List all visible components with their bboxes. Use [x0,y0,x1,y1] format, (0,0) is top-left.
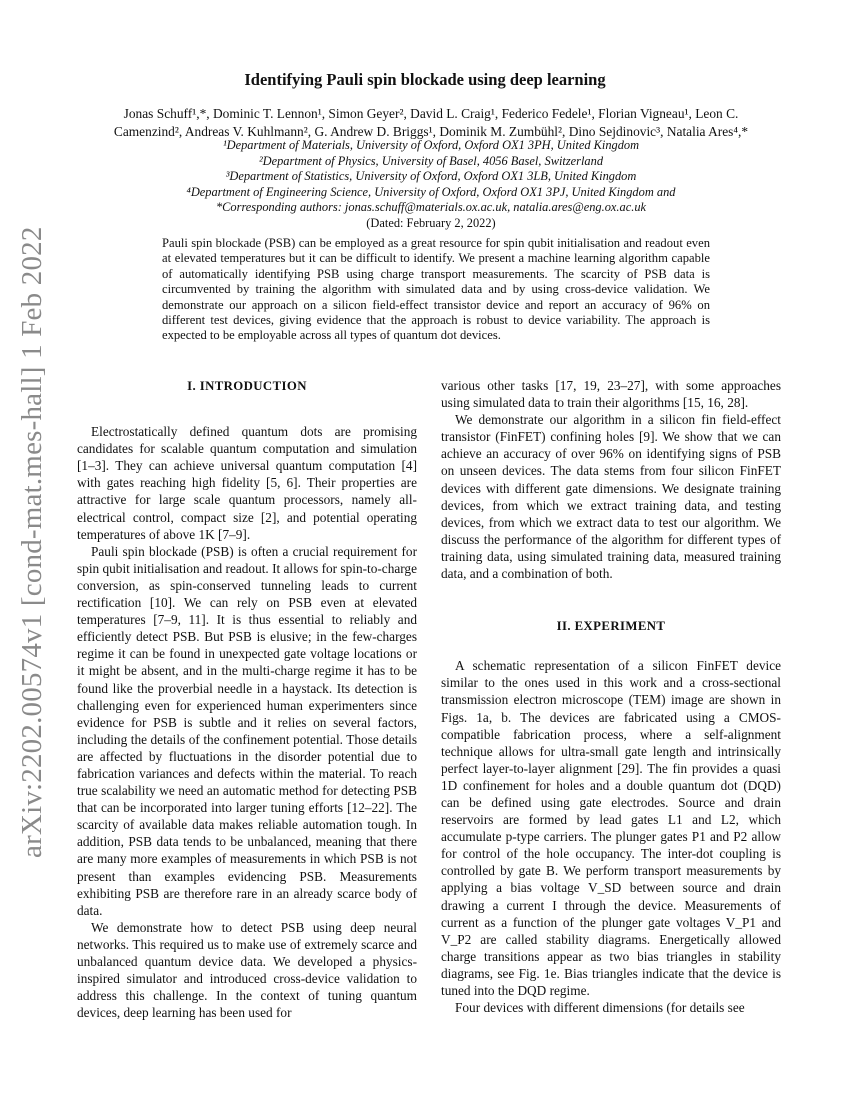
experiment-paragraph-1: A schematic representation of a silicon FinFET device similar to the ones used in this work and a cross-sectional transmission electron microscope (TEM) image are shown in Figs. 1a, b. The devices are fabricated using a CMOS-compatible fabrication process, where a self-alignment technique allows for ultra-small gate length and intrinsically perfect layer-to-layer alignment [29]. The fin provides a quasi 1D confinement for holes and a double quantum dot (DQD) can be defined using gate electrodes. Source and drain reservoirs are formed by lead gates L1 and L2, which accumulate p-type carriers. The plunger gates P1 and P2 allow for control of the hole occupancy. The inter-dot coupling is controlled by gate B. We perform transport measurements by applying a bias voltage V_SD between source and drain drawing a current I through the device. Measurements of current as a function of the plunger gate voltages V_P1 and V_P2 are called stability diagrams. Energetically allowed charge transitions appear as two bias triangles in stability diagrams, see Fig. 1e. Bias triangles indicate that the device is tuned into the DQD regime. [441,658,781,998]
section-heading-introduction: I. INTRODUCTION [187,379,307,393]
intro-paragraph-3: We demonstrate how to detect PSB using deep neural networks. This required us to make use of extremely scarce and unbalanced quantum device data. We developed a physics-inspired simulator and introduced cross-device validation to address this challenge. In the context of tuning quantum devices, deep learning has been used for [77,919,417,1021]
affiliations [78,138,784,231]
intro-paragraph-continued: various other tasks [17, 19, 23–27], with some approaches using simulated data to train their algorithms [15, 16, 28]. [441,378,781,411]
author-list [78,105,784,141]
intro-paragraph-1: Electrostatically defined quantum dots are promising candidates for scalable quantum computation and simulation [1–3]. They can achieve universal quantum computation [4] with gates reaching high fidelity [5, 6]. Their properties are attractive for large scale quantum processors, namely all-electrical control, compact size [2], and potential operating temperatures of above 1K [7–9]. [77,424,417,542]
affiliation-statistics: ³Department of Statistics, University of Oxford, Oxford OX1 3LB, United Kingdom [225,169,637,183]
affiliation-engineering: ⁴Department of Engineering Science, University of Oxford, Oxford OX1 3PJ, United Kingdom and [186,184,676,199]
affiliation-materials: ¹Department of Materials, University of Oxford, Oxford OX1 3PH, United Kingdom [222,138,640,152]
intro-paragraph-2: Pauli spin blockade (PSB) is often a crucial requirement for spin qubit initialisation and readout. It allows for spin-to-charge conversion, as spin-conserved tunneling leads to current rectification [10]. We can rely on PSB even at elevated temperatures [7–9, 11]. It is thus essential to reliably and efficiently detect PSB. But PSB is elusive; in the few-charges regime it can be found in unexpected gate voltage locations or it might be absent, and in the multi-charge regime it has to be found like the proverbial needle in a haystack. Its detection is challenging even for experienced human experimenters since evidence for PSB is subtle and it relies on several factors, including the details of the confinement potential. Those details are affected by fluctuations in the disorder potential due to fabrication variances and defects within the material. To reach true scalability we need an automatic method for detecting PSB that can be incorporated into larger tuning efforts [12–22]. The scarcity of available data makes reliable automation tough. In addition, PSB data tends to be unbalanced, meaning that there are many more examples of measurements in which PSB is not present than examples evidencing PSB. Measurements exhibiting PSB are therefore rare in an already scarce body of data. [77,543,417,918]
left-column [77,378,417,1021]
author-line-2: Camenzind², Andreas V. Kuhlmann², G. Andrew D. Briggs¹, Dominik M. Zumbühl², Dino Sejdinovic³, Natalia Ares⁴,* [113,124,749,139]
dated-line: (Dated: February 2, 2022) [366,215,496,230]
abstract: Pauli spin blockade (PSB) can be employed as a great resource for spin qubit initialisation and readout even at elevated temperatures but it can be difficult to identify. We present a machine learning algorithm capable of automatically identifying PSB using charge transport measurements. The scarcity of PSB data is circumvented by training the algorithm with simulated data and by using cross-device validation. We demonstrate our approach on a silicon field-effect transistor device and report an accuracy of 96% on different test devices, giving evidence that the approach is robust to device variability. The approach is expected to be employable across all types of quantum dot devices. [162,236,710,343]
paper-title: Identifying Pauli spin blockade using deep learning [244,70,606,89]
author-line-1: Jonas Schuff¹,*, Dominic T. Lennon¹, Simon Geyer², David L. Craig¹, Federico Fedele¹, Florian Vigneau¹, Leon C. [123,106,739,121]
section-heading-experiment: II. EXPERIMENT [556,619,666,634]
arxiv-margin-identifier: arXiv:2202.00574v1 [cond-mat.mes-hall] 1 Feb 2022 [16,226,48,858]
experiment-paragraph-2: Four devices with different dimensions (for details see [455,1000,745,1016]
corresponding-authors: *Corresponding authors: jonas.schuff@materials.ox.ac.uk, natalia.ares@eng.ox.ac.uk [215,200,647,214]
affiliation-physics: ²Department of Physics, University of Basel, 4056 Basel, Switzerland [258,153,604,168]
right-column [441,377,781,1016]
intro-paragraph-4: We demonstrate our algorithm in a silicon fin field-effect transistor (FinFET) confining holes [9]. We show that we can achieve an accuracy of over 96% on identifying signs of PSB on unseen devices. The data stems from four silicon FinFET devices with different gate dimensions. We designate training devices, from which we extract training data, and testing devices, from which we extract data to test our algorithm. We discuss the performance of the algorithm for different types of training data, using simulated training data, measured training data, and a combination of both. [441,412,781,582]
